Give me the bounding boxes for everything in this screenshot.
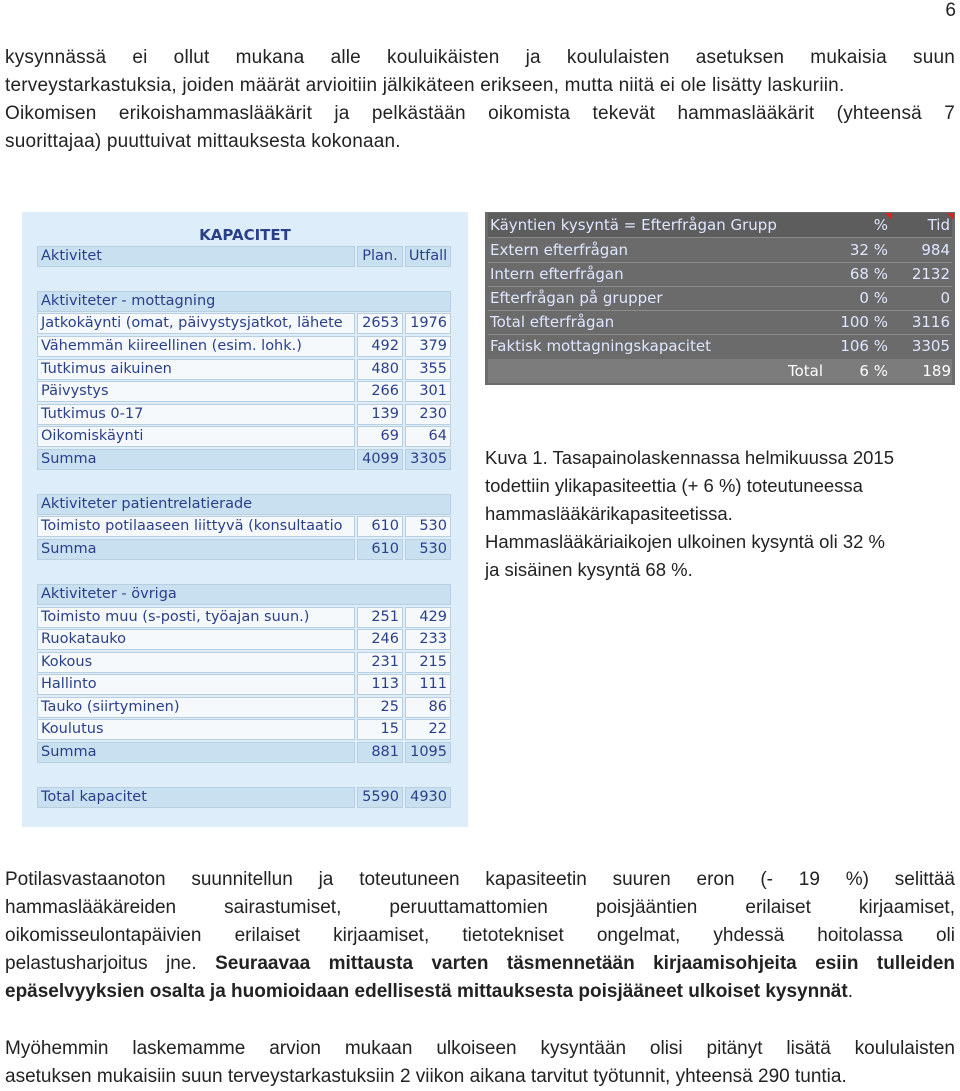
row-label: Oikomiskäynti: [37, 426, 355, 447]
row-utfall: 111: [405, 674, 451, 695]
figure-caption: [485, 444, 955, 584]
sum-plan: 610: [357, 539, 403, 560]
final-paragraph: [5, 1035, 955, 1091]
table-row: [488, 310, 952, 334]
row-plan: 69: [357, 426, 403, 447]
row-plan: 610: [357, 516, 403, 537]
sum-plan: 881: [357, 742, 403, 763]
row-label: Intern efterfrågan: [490, 265, 624, 283]
row-label: Tauko (siirtyminen): [37, 697, 355, 718]
row-plan: 266: [357, 381, 403, 402]
header-label: Käyntien kysyntä = Efterfrågan Grupp: [490, 216, 777, 234]
row-plan: 113: [357, 674, 403, 695]
row-pct: 100 %: [840, 313, 888, 331]
row-plan: 2653: [357, 313, 403, 334]
row-plan: 15: [357, 719, 403, 740]
total-pct: 6 %: [859, 362, 888, 380]
row-pct: 68 %: [849, 265, 888, 283]
sum-row: [37, 539, 451, 560]
table-row: [488, 334, 952, 358]
row-utfall: 355: [405, 359, 451, 380]
total-tid: 189: [922, 362, 951, 380]
sum-utfall: 530: [405, 539, 451, 560]
header-activity: Aktivitet: [37, 246, 355, 267]
para-line: [5, 950, 955, 978]
sum-row: [37, 449, 451, 470]
para-text: pelastusharjoitus jne.: [5, 953, 216, 974]
row-label: Päivystys: [37, 381, 355, 402]
row-label: Jatkokäynti (omat, päivystysjatkot, lähete: [37, 313, 355, 334]
group-heading: Aktiviteter patientrelatierade: [37, 494, 451, 515]
kapacitet-table: [22, 212, 468, 827]
row-utfall: 22: [405, 719, 451, 740]
table-row: [488, 238, 952, 262]
body-paragraph: [5, 866, 955, 1006]
row-label: Hallinto: [37, 674, 355, 695]
row-tid: 984: [921, 241, 950, 259]
sum-utfall: 3305: [405, 449, 451, 470]
table-row: [37, 516, 451, 537]
group-heading: Aktiviteter - mottagning: [37, 291, 451, 312]
kysynta-total-row: [488, 359, 952, 383]
table-row: [37, 629, 451, 650]
row-utfall: 230: [405, 404, 451, 425]
table-row: [37, 652, 451, 673]
table-row: [37, 404, 451, 425]
sum-row: [37, 742, 451, 763]
row-plan: 480: [357, 359, 403, 380]
row-label: Efterfrågan på grupper: [490, 289, 663, 307]
total-label: Total: [788, 362, 824, 380]
caption-line: Kuva 1. Tasapainolaskennassa helmikuussa 2015: [485, 447, 894, 468]
intro-line: Oikomisen erikoishammaslääkärit ja pelkästään oikomista tekevät hammaslääkärit (yhteensä 7: [5, 103, 955, 124]
row-label: Total efterfrågan: [490, 313, 615, 331]
row-utfall: 64: [405, 426, 451, 447]
kysynta-header-row: [488, 213, 952, 237]
sum-label: Summa: [37, 742, 355, 763]
row-utfall: 215: [405, 652, 451, 673]
para-line: Potilasvastaanoton suunnitellun ja toteutuneen kapasiteetin suuren eron (- 19 %) selittää: [5, 869, 955, 890]
row-tid: 3116: [911, 313, 950, 331]
para-line: asetuksen mukaisiin suun terveystarkastuksiin 2 viikon aikana tarvitut työtunnit, yhteensä 290 tuntia.: [5, 1066, 847, 1087]
row-utfall: 1976: [405, 313, 451, 334]
total-row: [37, 787, 451, 808]
intro-line: suorittajaa) puuttuivat mittauksesta kokonaan.: [5, 131, 401, 152]
row-label: Faktisk mottagningskapacitet: [490, 337, 711, 355]
total-utfall: 4930: [405, 787, 451, 808]
intro-paragraph: [5, 44, 955, 156]
row-plan: 25: [357, 697, 403, 718]
group-heading: Aktiviteter - övriga: [37, 584, 451, 605]
table-row: [37, 359, 451, 380]
total-plan: 5590: [357, 787, 403, 808]
row-plan: 246: [357, 629, 403, 650]
table-row: [37, 607, 451, 628]
sum-utfall: 1095: [405, 742, 451, 763]
table-row: [37, 697, 451, 718]
row-tid: 0: [940, 289, 950, 307]
table-row: [37, 313, 451, 334]
table-row: [37, 674, 451, 695]
row-label: Ruokatauko: [37, 629, 355, 650]
row-tid: 3305: [911, 337, 950, 355]
caption-line: ja sisäinen kysyntä 68 %.: [485, 559, 693, 580]
row-utfall: 379: [405, 336, 451, 357]
caption-line: Hammaslääkäriaikojen ulkoinen kysyntä oli 32 %: [485, 531, 885, 552]
row-label: Koulutus: [37, 719, 355, 740]
intro-line: terveystarkastuksia, joiden määrät arvioitiin jälkikäteen erikseen, mutta niitä ei ole lisätty laskuriin.: [5, 75, 845, 96]
intro-line: kysynnässä ei ollut mukana alle kouluikäisten ja koululaisten asetuksen mukaisia suun: [5, 47, 955, 68]
table-row: [37, 336, 451, 357]
sum-plan: 4099: [357, 449, 403, 470]
row-utfall: 429: [405, 607, 451, 628]
row-pct: 0 %: [859, 289, 888, 307]
page-number: 6: [945, 0, 956, 21]
sum-label: Summa: [37, 449, 355, 470]
row-label: Toimisto muu (s-posti, työajan suun.): [37, 607, 355, 628]
row-label: Tutkimus aikuinen: [37, 359, 355, 380]
row-label: Tutkimus 0-17: [37, 404, 355, 425]
para-bold-text: Seuraavaa mittausta varten täsmennetään kirjaamisohjeita esiin tulleiden: [215, 953, 955, 974]
kysynta-table: [485, 212, 955, 385]
row-label: Vähemmän kiireellinen (esim. lohk.): [37, 336, 355, 357]
row-utfall: 233: [405, 629, 451, 650]
para-bold-text: epäselvyyksien osalta ja huomioidaan edellisestä mittauksesta poisjääneet ulkoiset kysynnät: [5, 981, 848, 1002]
header-tid: Tid: [927, 216, 950, 234]
marker-icon: [885, 213, 892, 220]
row-pct: 106 %: [840, 337, 888, 355]
kapacitet-title: KAPACITET: [199, 226, 291, 244]
row-utfall: 86: [405, 697, 451, 718]
table-row: [37, 719, 451, 740]
row-tid: 2132: [911, 265, 950, 283]
caption-line: todettiin ylikapasiteettia (+ 6 %) toteutuneessa: [485, 475, 863, 496]
table-row: [37, 426, 451, 447]
para-line: [5, 978, 955, 1006]
table-row: [37, 381, 451, 402]
row-utfall: 530: [405, 516, 451, 537]
caption-line: hammaslääkärikapasiteetissa.: [485, 503, 733, 524]
row-label: Extern efterfrågan: [490, 241, 629, 259]
row-pct: 32 %: [849, 241, 888, 259]
para-line: hammaslääkäreiden sairastumiset, peruuttamattomien poisjääntien erilaiset kirjaamiset,: [5, 897, 955, 918]
para-line: Myöhemmin laskemamme arvion mukaan ulkoiseen kysyntään olisi pitänyt lisätä koululaisten: [5, 1038, 955, 1059]
row-label: Kokous: [37, 652, 355, 673]
marker-icon: [947, 213, 954, 220]
para-text: .: [847, 981, 853, 1002]
para-line: oikomisseulontapäivien erilaiset kirjaamiset, tietotekniset ongelmat, yhdessä hoitolassa oli: [5, 925, 955, 946]
header-utfall: Utfall: [405, 246, 451, 267]
sum-label: Summa: [37, 539, 355, 560]
row-label: Toimisto potilaaseen liittyvä (konsultaatio: [37, 516, 355, 537]
row-plan: 251: [357, 607, 403, 628]
row-plan: 492: [357, 336, 403, 357]
table-row: [488, 286, 952, 310]
header-plan: Plan.: [357, 246, 403, 267]
table-row: [488, 262, 952, 286]
row-utfall: 301: [405, 381, 451, 402]
header-pct: %: [873, 216, 888, 234]
total-label: Total kapacitet: [37, 787, 355, 808]
kapacitet-header-row: [37, 246, 451, 267]
row-plan: 231: [357, 652, 403, 673]
row-plan: 139: [357, 404, 403, 425]
